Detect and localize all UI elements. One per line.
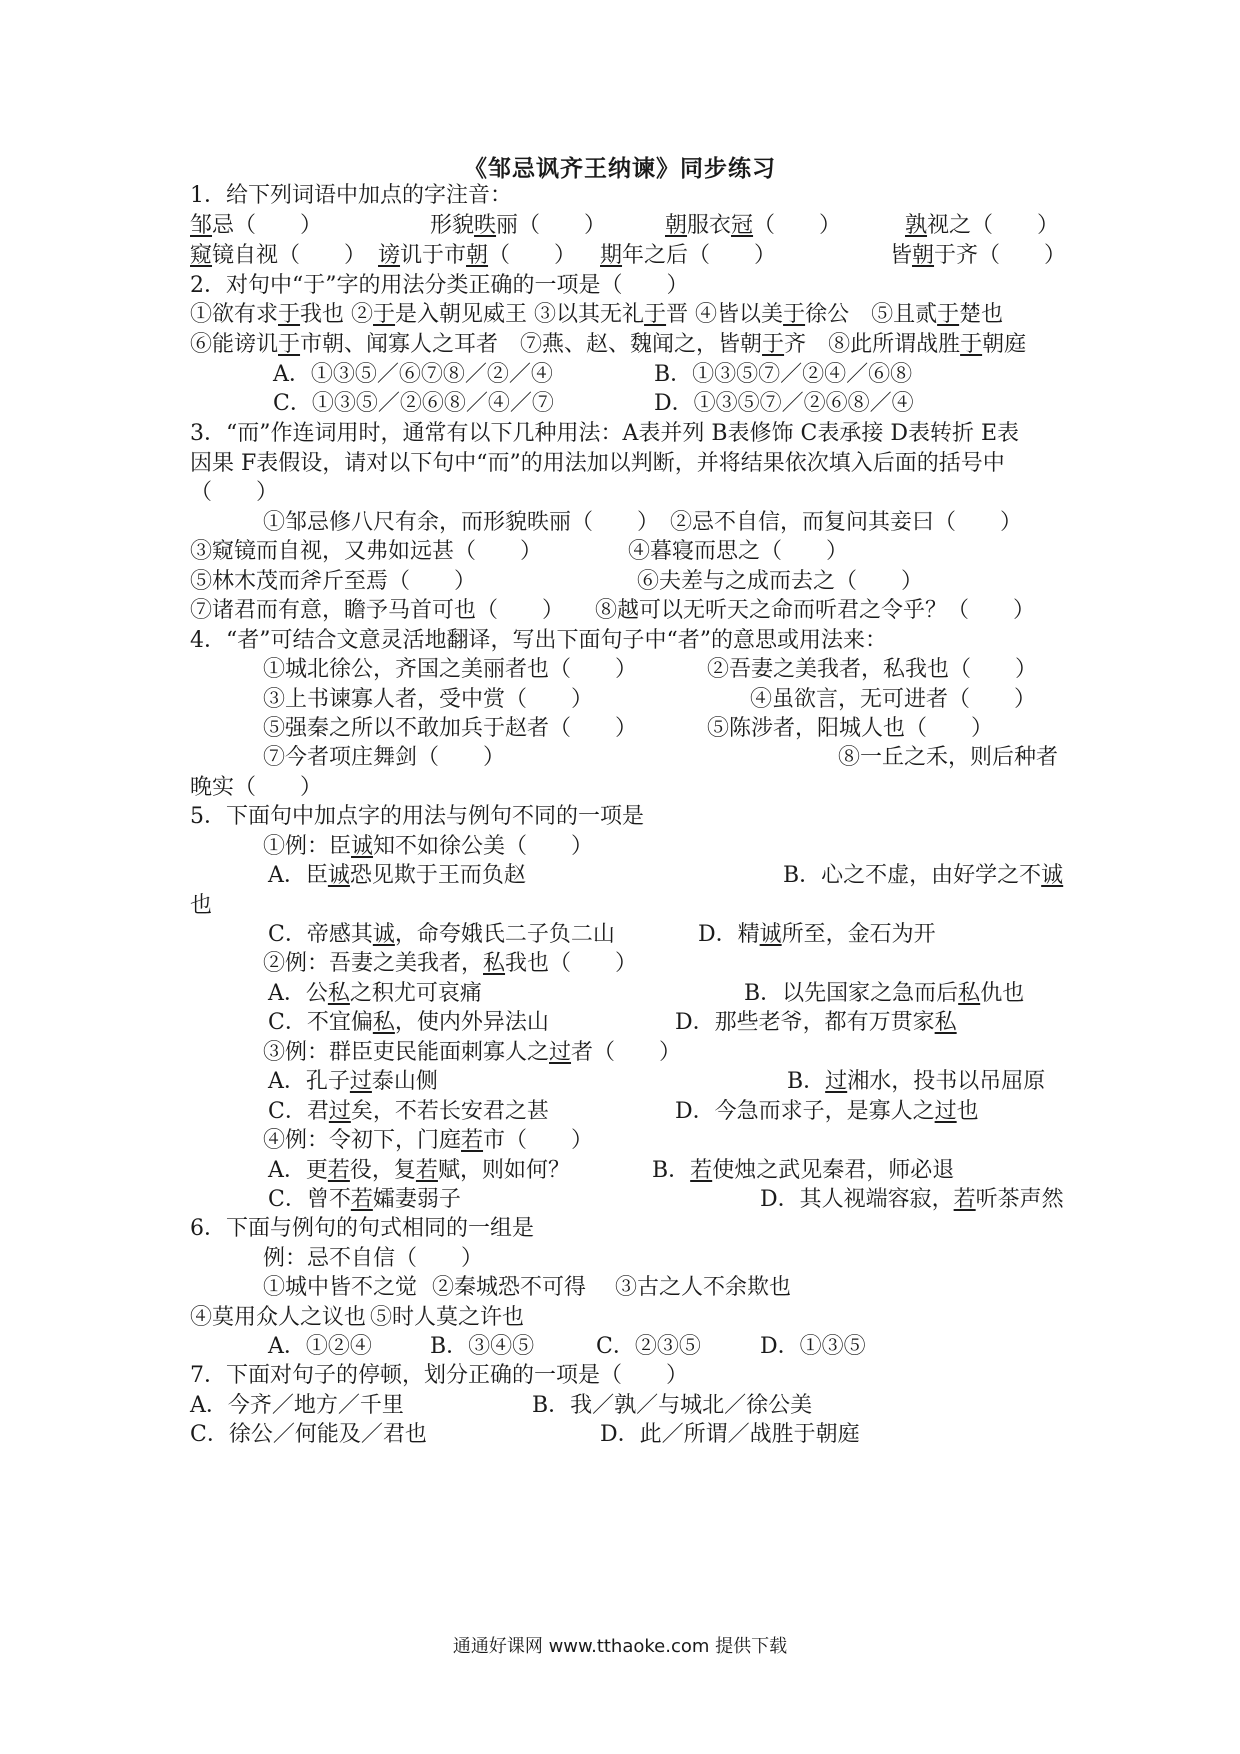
text-segment: 孰视之（ ） [905, 213, 1060, 238]
text-segment: A．更若役，复若赋，则如何？ [268, 1158, 570, 1183]
text-segment: ①邹忌修八尺有余，而形貌昳丽（ ） [263, 510, 660, 535]
text-segment: D．精诚所至，金石为开 [698, 922, 936, 947]
text-line [0, 210, 1240, 242]
text-segment: ③古之人不余欺也 [615, 1275, 792, 1300]
text-line [0, 359, 1240, 391]
text-segment: ②例：吾妻之美我者，私我也（ ） [263, 951, 638, 976]
text-segment: D．那些老爷，都有万贯家私 [675, 1010, 957, 1035]
text-line [0, 860, 1240, 892]
text-line [0, 477, 1240, 509]
text-segment: 1．给下列词语中加点的字注音： [190, 183, 512, 208]
text-line [0, 1302, 1240, 1334]
text-segment: C．帝感其诚，命夸娥氏二子负二山 [268, 922, 615, 947]
text-segment: ⑦今者项庄舞剑（ ） [263, 745, 506, 770]
text-line [0, 684, 1240, 716]
text-segment: B．以先国家之急而后私仇也 [744, 981, 1025, 1006]
text-line [0, 1272, 1240, 1304]
text-segment: 期年之后（ ） [600, 243, 777, 268]
text-segment: ②忌不自信，而复问其妾曰（ ） [670, 510, 1023, 535]
text-segment: ③例：群臣吏民能面刺寡人之过者（ ） [263, 1040, 682, 1065]
text-segment: 窥镜自视（ ） [190, 243, 367, 268]
text-line [0, 240, 1240, 272]
text-line [0, 890, 1240, 922]
text-segment: D．此／所谓／战胜于朝庭 [600, 1422, 860, 1447]
text-line [0, 978, 1240, 1010]
text-segment: 7．下面对句子的停顿，划分正确的一项是（ ） [190, 1363, 688, 1388]
text-segment: ⑤强秦之所以不敢加兵于赵者（ ） [263, 716, 638, 741]
text-line [0, 831, 1240, 863]
text-line [0, 1125, 1240, 1157]
text-segment: ⑧越可以无听天之命而听君之令乎？（ ） [595, 598, 1036, 623]
text-segment: 皆朝于齐（ ） [890, 243, 1067, 268]
text-segment: （ ） [190, 480, 279, 505]
footer-text: 通通好课网 www.tthaoke.com 提供下载 [452, 1636, 788, 1657]
text-line [0, 1213, 1240, 1245]
text-segment: D．①③⑤ [760, 1334, 866, 1359]
text-segment: 6．下面与例句的句式相同的一组是 [190, 1216, 534, 1241]
text-line [0, 801, 1240, 833]
text-segment: ④虽欲言，无可进者（ ） [750, 687, 1037, 712]
text-segment: 朝服衣冠（ ） [665, 213, 842, 238]
text-line [0, 595, 1240, 627]
text-segment: C．君过矣，不若长安君之甚 [268, 1099, 549, 1124]
text-segment: ④例：令初下，门庭若市（ ） [263, 1128, 594, 1153]
text-segment: 例：忌不自信（ ） [263, 1246, 484, 1271]
text-segment: 2．对句中“于”字的用法分类正确的一项是（ ） [190, 273, 689, 298]
text-segment: ④莫用众人之议也 [190, 1305, 389, 1330]
text-segment: 也 [190, 893, 213, 918]
text-segment: ①例：臣诚知不如徐公美（ ） [263, 834, 594, 859]
text-segment: ⑤时人莫之许也 [370, 1305, 525, 1330]
text-segment: 形貌昳丽（ ） [430, 213, 607, 238]
text-segment: D．①③⑤⑦／②⑥⑧／④ [654, 391, 914, 416]
text-segment: B．①③⑤⑦／②④／⑥⑧ [654, 362, 913, 387]
text-line [0, 507, 1240, 539]
text-line [0, 948, 1240, 980]
text-segment: 邹忌（ ） [190, 213, 323, 238]
text-line [0, 566, 1240, 598]
text-segment: C．徐公／何能及／君也 [190, 1422, 427, 1447]
text-segment: ⑤陈涉者，阳城人也（ ） [707, 716, 994, 741]
text-segment: ①城中皆不之觉 [263, 1275, 440, 1300]
text-segment: ③上书谏寡人者，受中赏（ ） [263, 687, 594, 712]
text-line [0, 1184, 1240, 1216]
text-segment: B．③④⑤ [430, 1334, 557, 1359]
text-segment: ①城北徐公，齐国之美丽者也（ ） [263, 657, 638, 682]
text-line [0, 1096, 1240, 1128]
text-segment: 晚实（ ） [190, 775, 323, 800]
text-line [0, 299, 1240, 331]
text-segment: A．孔子过泰山侧 [268, 1069, 438, 1094]
text-segment: ⑧一丘之禾，则后种者 [838, 745, 1059, 770]
text-segment: 因果 F表假设，请对以下句中“而”的用法加以判断，并将结果依次填入后面的括号中 [190, 451, 1005, 476]
text-segment: 5．下面句中加点字的用法与例句不同的一项是 [190, 804, 644, 829]
text-segment: D．今急而求子，是寡人之过也 [675, 1099, 979, 1124]
text-line [0, 919, 1240, 951]
text-segment: ⑦诸君而有意，瞻予马首可也（ ） [190, 598, 565, 623]
text-segment: B．我／孰／与城北／徐公美 [532, 1393, 813, 1418]
text-line [0, 1360, 1240, 1392]
text-line [0, 270, 1240, 302]
text-segment: B．过湘水，投书以吊屈原 [787, 1069, 1046, 1094]
text-segment: C．曾不若孀妻弱子 [268, 1187, 461, 1212]
text-segment: ②吾妻之美我者，私我也（ ） [707, 657, 1038, 682]
text-segment: C．①③⑤／②⑥⑧／④／⑦ [273, 391, 554, 416]
text-line [0, 1007, 1240, 1039]
text-segment: A．①③⑤／⑥⑦⑧／②／④ [273, 362, 553, 387]
text-segment: D．其人视端容寂，若听茶声然 [760, 1187, 1064, 1212]
text-line [0, 448, 1240, 480]
text-segment: A．臣诚恐见欺于王而负赵 [268, 863, 526, 888]
page-title: 《邹忌讽齐王纳谏》同步练习 [464, 155, 776, 182]
text-line [0, 180, 1240, 212]
text-segment: B．心之不虚，由好学之不诚 [783, 863, 1064, 888]
text-segment: A．①②④ [268, 1334, 394, 1359]
text-line [0, 1037, 1240, 1069]
text-segment: ④暮寝而思之（ ） [628, 539, 849, 564]
text-segment: A．公私之积尤可哀痛 [268, 981, 482, 1006]
text-line [0, 1066, 1240, 1098]
text-line [0, 742, 1240, 774]
text-line [0, 329, 1240, 361]
text-line [0, 1155, 1240, 1187]
text-segment: ⑥能谤讥于市朝、闻寡人之耳者 ⑦燕、赵、魏闻之，皆朝于齐 ⑧此所谓战胜于朝庭 [190, 332, 1027, 357]
text-segment: 3．“而”作连词用时，通常有以下几种用法：A表并列 B表修饰 C表承接 D表转折 E表 [190, 421, 1020, 446]
text-line [0, 1419, 1240, 1451]
text-segment: ⑤林木茂而斧斤至焉（ ） [190, 569, 477, 594]
text-segment: ③窥镜而自视，又弗如远甚（ ） [190, 539, 543, 564]
text-line [0, 388, 1240, 420]
text-line [0, 654, 1240, 686]
text-line [0, 1390, 1240, 1422]
text-line [0, 713, 1240, 745]
text-line [0, 1331, 1240, 1363]
text-segment: 4．“者”可结合文意灵活地翻译，写出下面句子中“者”的意思或用法来： [190, 628, 887, 653]
text-line [0, 418, 1240, 450]
text-segment: C．不宜偏私，使内外异法山 [268, 1010, 549, 1035]
text-segment: B．若使烛之武见秦君，师必退 [652, 1158, 955, 1183]
text-line [0, 625, 1240, 657]
text-line [0, 536, 1240, 568]
text-line [0, 772, 1240, 804]
text-segment: A．今齐／地方／千里 [190, 1393, 404, 1418]
text-segment: ②秦城恐不可得 [432, 1275, 609, 1300]
text-segment: ⑥夫差与之成而去之（ ） [637, 569, 924, 594]
text-segment: C．②③⑤ [596, 1334, 723, 1359]
text-line [0, 1243, 1240, 1275]
text-segment: ①欲有求于我也 ②于是入朝见威王 ③以其无礼于晋 ④皆以美于徐公 ⑤且贰于楚也 [190, 302, 1004, 327]
text-segment: 谤讥于市朝（ ） [378, 243, 577, 268]
